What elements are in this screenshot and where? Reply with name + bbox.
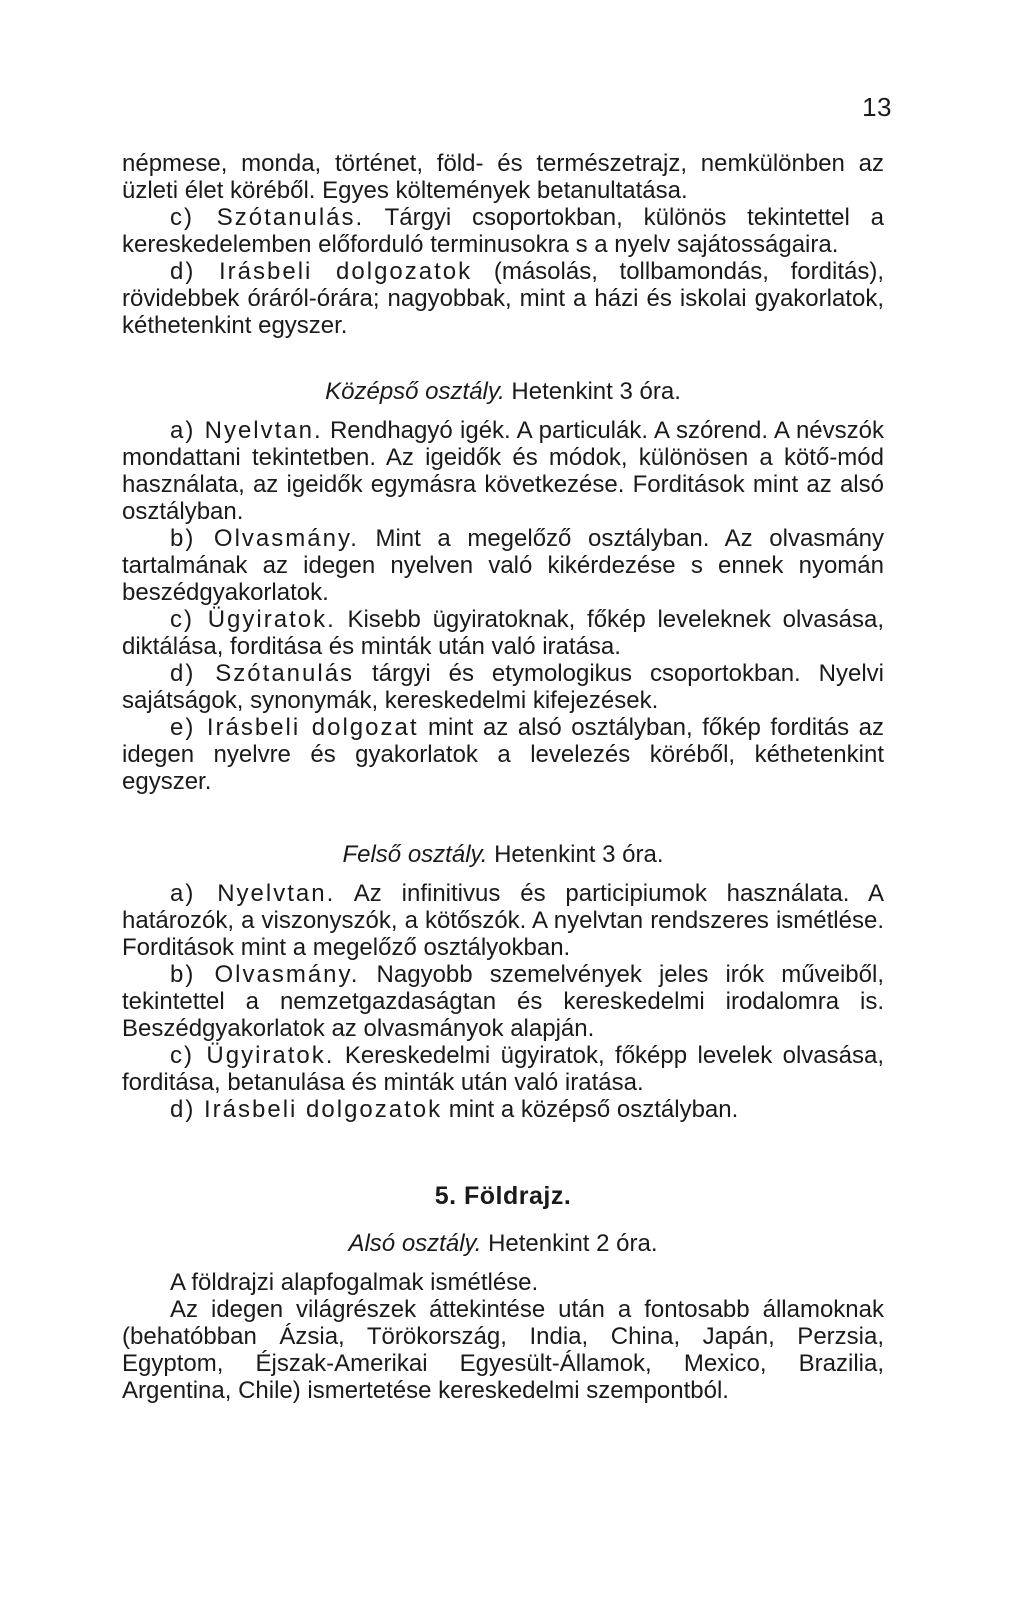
paragraph-text: Az idegen világrészek áttekintése után a fontosabb államoknak (behatóbban Ázsia, Törökország, India, China, Japán, Perzsia, Egyptom, Éjszak-Amerikai Egyesült-Államok, Mexico, Brazilia, Argentina, Chile) ismertetése kereskedelmi szempontból. bbox=[122, 1296, 884, 1404]
paragraph-text: Az infinitivus és participiumok használata. A határozók, a viszonyszók, a kötőszók. A nyelvtan rendszeres ismétlése. Forditások mint a megelőző osztályokban. bbox=[122, 880, 884, 961]
item-label: c) Ügyiratok. bbox=[170, 1042, 335, 1069]
item-label: b) Olvasmány. bbox=[170, 961, 360, 988]
middle-item-a bbox=[122, 417, 884, 525]
item-label: d) Irásbeli dolgozatok bbox=[170, 258, 473, 285]
paragraph-text: Mint a megelőző osztályban. Az olvasmány tartalmának az idegen nyelven való kikérdezése s ennek nyomán beszédgyakorlatok. bbox=[122, 525, 884, 606]
heading-upper-class bbox=[122, 841, 884, 868]
heading-class-name: Felső osztály. bbox=[342, 841, 488, 868]
text-column bbox=[122, 150, 884, 1404]
paragraph-text: népmese, monda, történet, föld- és természetrajz, nemkülönben az üzleti élet köréből. Egyes költemények betanultatása. bbox=[122, 150, 884, 204]
paragraph-text: Kereskedelmi ügyiratok, főképp levelek olvasása, forditása, betanulása és minták után való iratása. bbox=[122, 1042, 884, 1096]
item-label: e) Irásbeli dolgozat bbox=[170, 714, 419, 741]
paragraph-text: tárgyi és etymologikus csoportokban. Nyelvi sajátságok, synonymák, kereskedelmi kifejezések. bbox=[122, 660, 884, 714]
paragraph-text: Nagyobb szemelvények jeles irók műveiből, tekintettel a nemzetgazdaságtan és kereskedelmi irodalomra is. Beszédgyakorlatok az olvasmányok alapján. bbox=[122, 961, 884, 1042]
heading-class-name: Alsó osztály. bbox=[348, 1230, 482, 1257]
heading-hours: Hetenkint 3 óra. bbox=[504, 378, 681, 405]
upper-item-a bbox=[122, 880, 884, 961]
middle-item-d bbox=[122, 660, 884, 714]
middle-item-e bbox=[122, 714, 884, 795]
page-number: 13 bbox=[862, 92, 892, 122]
section-title-geography: 5. Földrajz. bbox=[434, 1182, 572, 1210]
paragraph-text: Tárgyi csoportokban, különös tekintettel a kereskedelemben előforduló terminusokra s a nyelv sajátosságaira. bbox=[122, 204, 884, 258]
item-label: b) Olvasmány. bbox=[170, 525, 359, 552]
paragraph-szotanulas bbox=[122, 204, 884, 258]
geography-paragraph-1 bbox=[122, 1269, 884, 1296]
paragraph-irasbeli bbox=[122, 258, 884, 339]
upper-item-b bbox=[122, 961, 884, 1042]
item-label: c) Szótanulás. bbox=[170, 204, 365, 231]
upper-item-c bbox=[122, 1042, 884, 1096]
paragraph-text: Kisebb ügyiratoknak, főkép leveleknek olvasása, diktálása, forditása és minták után való iratása. bbox=[122, 606, 884, 660]
paragraph-text: A földrajzi alapfogalmak ismétlése. bbox=[170, 1269, 539, 1296]
item-label: a) Nyelvtan. bbox=[170, 880, 336, 907]
paragraph-text: mint a középső osztályban. bbox=[442, 1096, 739, 1123]
heading-hours: Hetenkint 3 óra. bbox=[487, 841, 664, 868]
heading-lower-class bbox=[122, 1230, 884, 1257]
middle-item-b bbox=[122, 525, 884, 606]
heading-class-name: Középső osztály. bbox=[325, 378, 505, 405]
item-label: d) Szótanulás bbox=[170, 660, 355, 687]
upper-item-d bbox=[122, 1096, 884, 1123]
heading-middle-class bbox=[122, 378, 884, 405]
paragraph-text: mint az alsó osztályban, főkép forditás az idegen nyelvre és gyakorlatok a levelezés köréből, kéthetenkint egyszer. bbox=[122, 714, 884, 795]
item-label: d) Irásbeli dolgozatok bbox=[170, 1096, 443, 1123]
item-label: c) Ügyiratok. bbox=[170, 606, 336, 633]
paragraph-text: (másolás, tollbamondás, forditás), rövidebbek óráról-órára; nagyobbak, mint a házi és iskolai gyakorlatok, kéthetenkint egyszer. bbox=[122, 258, 884, 339]
heading-hours: Hetenkint 2 óra. bbox=[481, 1230, 658, 1257]
paragraph-continuation bbox=[122, 150, 884, 204]
paragraph-text: Rendhagyó igék. A particulák. A szórend. A névszók mondattani tekintetben. Az igeidők és módok, különösen a kötő-mód használata, az igeidők egymásra következése. Forditások mint az alsó osztályban. bbox=[122, 417, 884, 525]
item-label: a) Nyelvtan. bbox=[170, 417, 323, 444]
middle-item-c bbox=[122, 606, 884, 660]
geography-paragraph-2 bbox=[122, 1296, 884, 1404]
